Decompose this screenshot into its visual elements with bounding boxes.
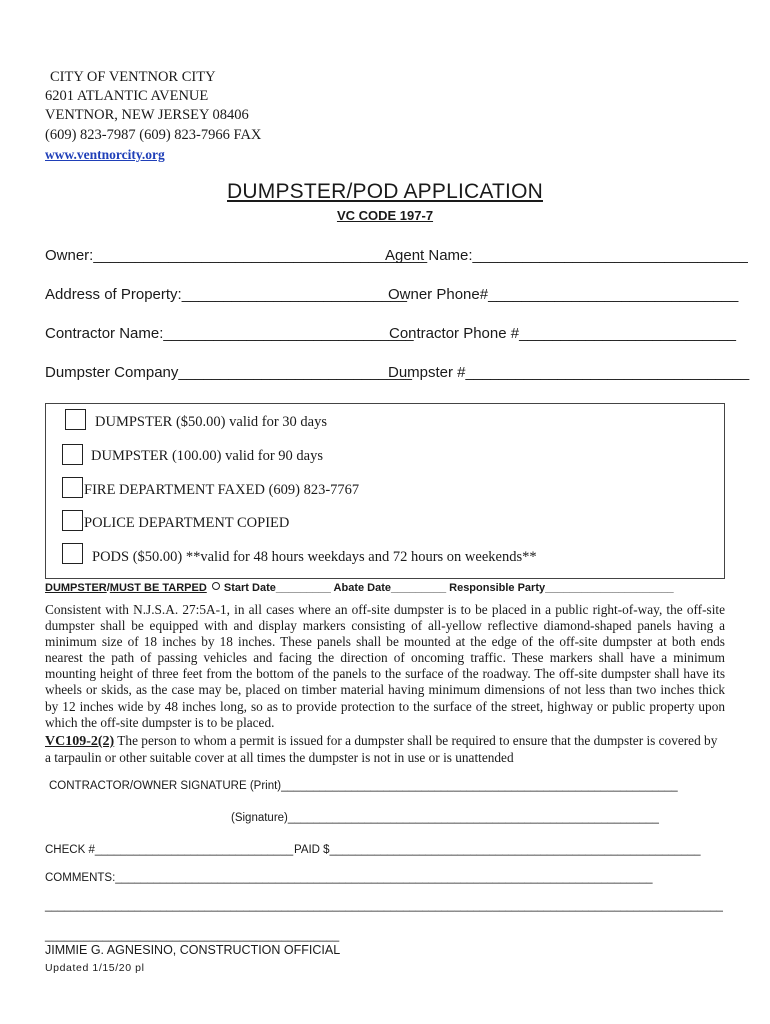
vc-code-text: The person to whom a permit is issued for a dumpster shall be required to ensure that the dumpster is covered by a tarpaulin or other suitable cover at all times the dumpster is not in use or is unattended bbox=[45, 733, 718, 766]
contractor-name-field[interactable]: Contractor Name:______________________________ bbox=[45, 325, 414, 342]
website-link[interactable]: www.ventnorcity.org bbox=[45, 147, 165, 162]
print-signature-field[interactable]: CONTRACTOR/OWNER SIGNATURE (Print)______________________________________________________________ bbox=[49, 780, 678, 792]
official-signature-line: ______________________________________________ bbox=[45, 930, 340, 942]
dumpster-word: DUMPSTER bbox=[45, 582, 107, 594]
check-number-field[interactable]: CHECK #_______________________________ bbox=[45, 844, 294, 856]
agent-name-field[interactable]: Agent Name:_________________________________ bbox=[385, 247, 748, 264]
dumpster-90-label: DUMPSTER (100.00) valid for 90 days bbox=[91, 448, 323, 464]
owner-field[interactable]: Owner:________________________________________ bbox=[45, 247, 428, 264]
tarped-slash: / bbox=[106, 582, 110, 594]
city-name: CITY OF VENTNOR CITY bbox=[50, 69, 216, 85]
fire-dept-checkbox[interactable] bbox=[62, 477, 83, 498]
comments-continuation-line[interactable]: __________________________________________________________________________________________________________ bbox=[45, 900, 723, 912]
vc-regulation-paragraph bbox=[45, 733, 725, 766]
comments-field[interactable]: COMMENTS:____________________________________________________________________________________ bbox=[45, 872, 653, 884]
updated-date: Updated 1/15/20 pl bbox=[45, 962, 145, 974]
dumpster-30-checkbox[interactable] bbox=[65, 409, 86, 430]
pods-checkbox[interactable] bbox=[62, 543, 83, 564]
dumpster-90-checkbox[interactable] bbox=[62, 444, 83, 465]
phone-fax: (609) 823-7987 (609) 823-7966 FAX bbox=[45, 127, 262, 143]
vc-code-label: VC109-2(2) bbox=[45, 734, 115, 749]
police-dept-label: POLICE DEPARTMENT COPIED bbox=[84, 515, 290, 531]
address-field[interactable]: Address of Property:___________________________ bbox=[45, 286, 407, 303]
dumpster-number-field[interactable]: Dumpster #__________________________________ bbox=[388, 364, 750, 381]
regulation-paragraph: Consistent with N.J.S.A. 27:5A-1, in all cases where an off-site dumpster is to be placed in a public right-of-way, the off-site dumpster shall be equipped with and display markers consisting of all-yellow reflective diamond-shaped panels having a minimum size of 18 inches by 18 inches. These panels shall be mounted at the edge of the off-site dumpster at both ends nearest the path of passing vehicles and facing the direction of oncoming traffic. These markers shall have a minimum mounting height of three feet from the bottom of the panels to the surface of the roadway. The off-site dumpster shall have its wheels or skids, as the case may be, placed on timber material having minimum dimensions of not less than two inches thick by 12 inches wide by 48 inches long, so as to provide protection to the surface of the street, highway or public property upon which the off-site dumpster is to be placed. bbox=[45, 602, 725, 730]
police-dept-checkbox[interactable] bbox=[62, 510, 83, 531]
dumpster-30-label: DUMPSTER ($50.00) valid for 30 days bbox=[95, 414, 327, 430]
radio-circle-icon[interactable] bbox=[212, 582, 220, 590]
vc-code-subtitle: VC CODE 197-7 bbox=[336, 208, 434, 223]
start-abate-responsible-fields[interactable]: Start Date_________ Abate Date_________ Responsible Party_____________________ bbox=[220, 582, 674, 594]
paid-amount-field[interactable]: PAID $__________________________________________________________ bbox=[294, 844, 701, 856]
fire-dept-label: FIRE DEPARTMENT FAXED (609) 823-7767 bbox=[84, 482, 360, 498]
page-title: DUMPSTER/POD APPLICATION bbox=[227, 180, 543, 203]
construction-official-name: JIMMIE G. AGNESINO, CONSTRUCTION OFFICIAL bbox=[45, 943, 341, 957]
tarped-line bbox=[45, 582, 674, 594]
owner-phone-field[interactable]: Owner Phone#______________________________ bbox=[388, 286, 739, 303]
contractor-phone-field[interactable]: Contractor Phone #__________________________ bbox=[389, 325, 736, 342]
pods-label: PODS ($50.00) **valid for 48 hours weekdays and 72 hours on weekends** bbox=[92, 549, 537, 565]
street-address: 6201 ATLANTIC AVENUE bbox=[45, 88, 209, 104]
city-state-zip: VENTNOR, NEW JERSEY 08406 bbox=[45, 107, 249, 123]
signature-field[interactable]: (Signature)__________________________________________________________ bbox=[231, 812, 659, 824]
dumpster-company-field[interactable]: Dumpster Company____________________________ bbox=[45, 364, 412, 381]
must-be-tarped: MUST BE TARPED bbox=[109, 582, 207, 594]
